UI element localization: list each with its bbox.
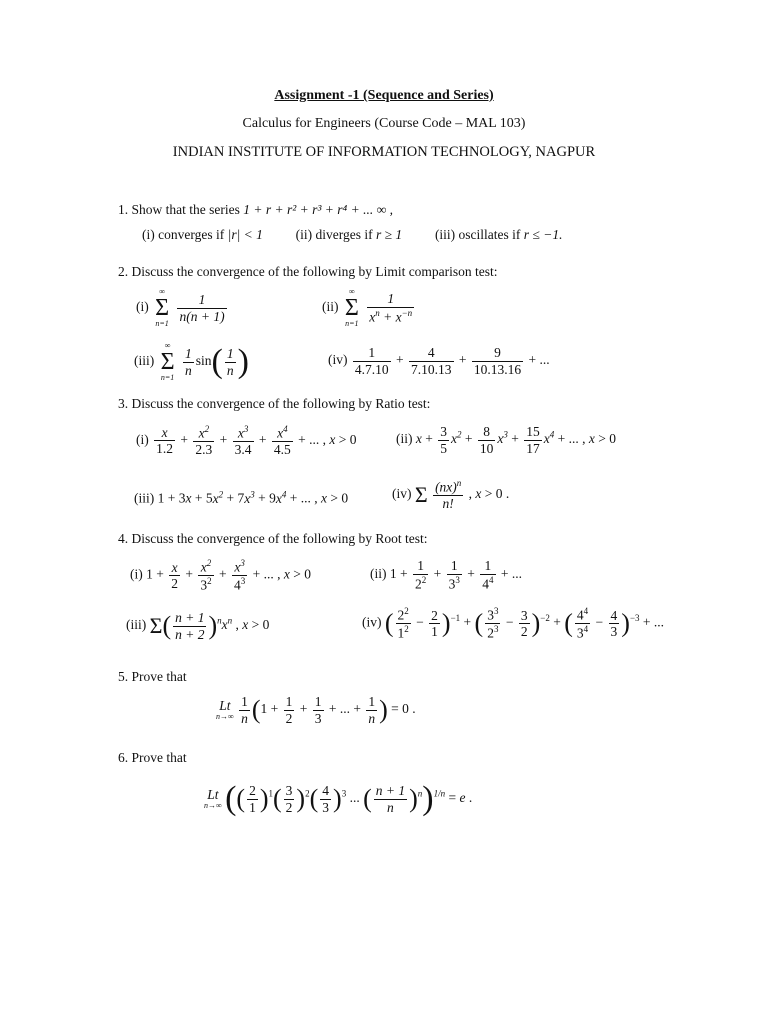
- q3-item-iv: (iv) Σ $\frac{(nx)^n}{n!}$ , x > 0 .: [392, 478, 510, 512]
- q3-item-iii: (iii) $1 + 3x + 5x^2 + 7x^3 + 9x^4$ + ... , x > 0: [134, 489, 349, 506]
- question-3-intro: 3. Discuss the convergence of the following by Ratio test:: [118, 396, 431, 411]
- q2-label-iv: (iv): [328, 352, 348, 368]
- q2-label-iii: (iii): [134, 353, 155, 369]
- question-4-intro: 4. Discuss the convergence of the following by Root test:: [118, 531, 428, 546]
- q3-label-ii: (ii): [396, 431, 413, 447]
- q3-item-ii: (ii) x + $\frac{3}{5}$ $x^2$ + $\frac{8}{10}$ $x^3$ + $\frac{15}{17}$ $x^4$ + ... , x > 0: [396, 424, 616, 456]
- page-title: Assignment -1 (Sequence and Series): [274, 88, 494, 103]
- course-subtitle: Calculus for Engineers (Course Code – MAL 103): [242, 116, 526, 131]
- question-5-intro: 5. Prove that: [118, 669, 187, 684]
- q2-label-i: (i): [136, 299, 149, 315]
- summation-icon: ∞ Σ n=1: [344, 287, 359, 328]
- q3-label-iv: (iv): [392, 485, 412, 501]
- q3-label-iii: (iii): [134, 490, 155, 506]
- q4-item-iii: (iii) Σ( $\frac{n + 1}{n + 2}$ )$^nx^n$ , x > 0: [126, 610, 270, 642]
- q1-case-i: (i) converges if: [142, 227, 225, 242]
- question-2-intro: 2. Discuss the convergence of the following by Limit comparison test:: [118, 264, 498, 279]
- q2-item-ii: (ii) ∞ Σ n=1 $\frac{1}{x^n + x^{-n}}$: [322, 287, 413, 328]
- q1-series: 1 + r + r² + r³ + r⁴ + ... ∞ ,: [243, 202, 393, 217]
- q6-equation: Lt n→∞ (( $\frac{2}{1}$ )$^1$( $\frac{3}{2}$ )$^2$( $\frac{4}{3}$ )$^3$ ... ( $\frac{n + 1}{n}$ )$^n$)$^{1/n}$ = e .: [204, 780, 473, 817]
- question-1-statement: [118, 202, 393, 218]
- question-1-cases: [142, 227, 562, 243]
- summation-icon: Σ: [414, 481, 428, 507]
- q4-label-ii: (ii): [370, 565, 387, 581]
- q1-intro: 1. Show that the series: [118, 202, 240, 217]
- institute-name: INDIAN INSTITUTE OF INFORMATION TECHNOLOGY, NAGPUR: [172, 144, 596, 160]
- q4-item-i: (i) 1 + $\frac{x}{2}$ + $\frac{x^2}{3^2}$ + $\frac{x^3}{4^3}$ + ... , x > 0: [130, 558, 311, 593]
- q1-case-ii-condition: r ≥ 1: [376, 227, 403, 242]
- q4-label-i: (i): [130, 566, 143, 582]
- q2-item-i: (i) ∞ Σ n=1 $\frac{1}{n(n + 1)}$: [136, 287, 225, 328]
- summation-icon: Σ: [149, 613, 163, 639]
- summation-icon: ∞ Σ n=1: [160, 341, 175, 382]
- q4-label-iv: (iv): [362, 614, 382, 630]
- q4-label-iii: (iii): [126, 617, 147, 633]
- q2-item-iv: (iv) $\frac{1}{4.7.10}$ + $\frac{4}{7.10.13}$ + $\frac{9}{10.13.16}$ + ...: [328, 345, 550, 377]
- q2-label-ii: (ii): [322, 299, 339, 315]
- q1-case-i-condition: |r| < 1: [227, 227, 263, 242]
- q2-item-iii: (iii) ∞ Σ n=1 $\frac{1}{n}$ sin( $\frac{1}{n}$ ): [134, 341, 249, 382]
- q3-item-i: (i) $\frac{x}{1.2}$ + $\frac{x^2}{2.3}$ + $\frac{x^3}{3.4}$ + $\frac{x^4}{4.5}$ + ... , x > 0: [136, 424, 357, 458]
- question-6-intro: 6. Prove that: [118, 750, 187, 765]
- q5-equation: Lt n→∞ $\frac{1}{n}$ (1 + $\frac{1}{2}$ + $\frac{1}{3}$ + ... + $\frac{1}{n}$ ) = 0 .: [216, 694, 416, 726]
- q3-label-i: (i): [136, 431, 149, 447]
- q1-case-ii: (ii) diverges if: [295, 227, 373, 242]
- q4-item-ii: (ii) 1 + $\frac{1}{2^2}$ + $\frac{1}{3^3}$ + $\frac{1}{4^4}$ + ...: [370, 558, 522, 592]
- q1-case-iii-condition: r ≤ −1.: [523, 227, 563, 242]
- q4-item-iv: (iv) ( $\frac{2^2}{1^2}$ − $\frac{2}{1}$ )$^{-1}$ + ( $\frac{3^3}{2^3}$ − $\frac{3}{2}$ )$^{-2}$ + ( $\frac{4^4}{3^4}$ − $\frac{4}{3}$ )$^{-3}$ + ...: [362, 606, 665, 641]
- q1-case-iii: (iii) oscillates if: [434, 227, 521, 242]
- summation-icon: ∞ Σ n=1: [155, 287, 170, 328]
